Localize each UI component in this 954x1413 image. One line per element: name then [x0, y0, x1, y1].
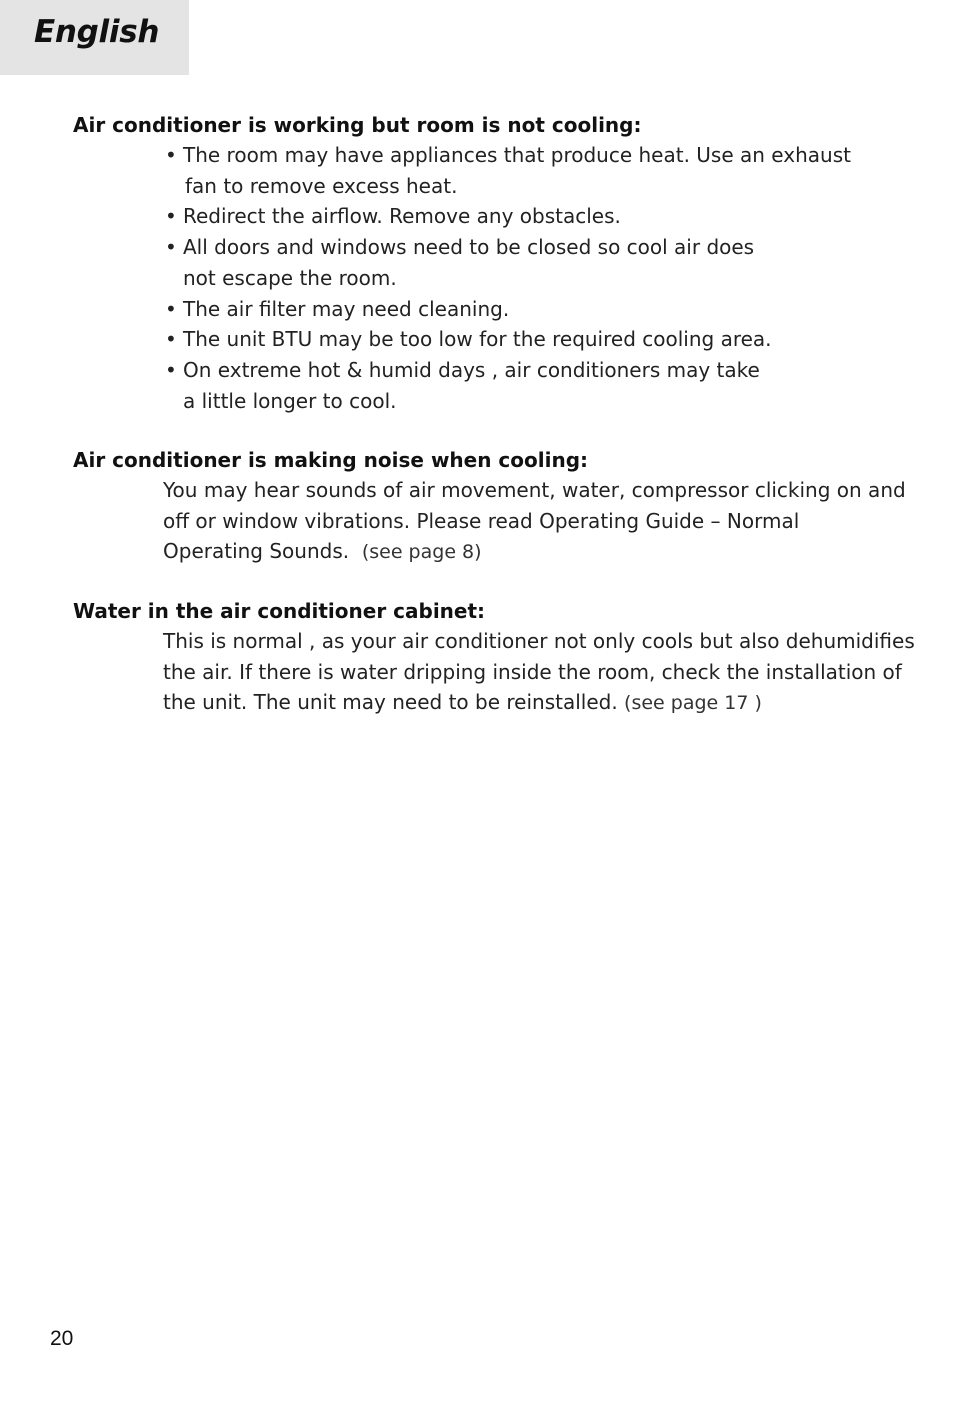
bullet-line: Redirect the airflow. Remove any obstacles.	[183, 204, 621, 229]
body-line: You may hear sounds of air movement, water, compressor clicking on and	[163, 478, 906, 502]
bullet-item	[165, 232, 893, 293]
bullet-icon: •	[165, 235, 177, 260]
body-line: This is normal , as your air conditioner not only cools but also dehumidifies	[163, 629, 915, 653]
page-reference: (see page 17 )	[624, 692, 762, 714]
body-line	[163, 536, 893, 568]
bullet-line: a little longer to cool.	[183, 388, 397, 413]
bullet-item	[165, 140, 893, 201]
bullet-item	[165, 294, 893, 325]
body-line: off or window vibrations. Please read Operating Guide – Normal	[163, 508, 800, 533]
section-body	[73, 475, 906, 568]
section-not-cooling	[73, 110, 893, 416]
bullet-icon: •	[165, 357, 177, 382]
language-label: English	[34, 14, 160, 50]
section-heading: Air conditioner is making noise when cooling:	[73, 448, 589, 472]
bullet-line: On extreme hot & humid days , air conditioners may take	[183, 357, 760, 382]
body-line-text: the unit. The unit may need to be reinstalled.	[163, 690, 618, 714]
bullet-line: The room may have appliances that produce heat. Use an exhaust	[183, 143, 851, 167]
bullet-item	[165, 355, 893, 416]
bullet-icon: •	[165, 296, 177, 321]
bullet-line: All doors and windows need to be closed so cool air does	[183, 235, 755, 260]
page-reference: (see page 8)	[361, 541, 482, 563]
language-tab	[0, 0, 189, 75]
body-line: the air. If there is water dripping inside the room, check the installation of	[163, 659, 902, 684]
bullet-list	[73, 140, 893, 416]
bullet-item	[165, 324, 893, 355]
section-body	[73, 626, 915, 719]
section-making-noise	[73, 445, 906, 568]
section-heading: Water in the air conditioner cabinet:	[73, 599, 486, 623]
bullet-item	[165, 201, 893, 232]
section-heading: Air conditioner is working but room is not cooling:	[73, 113, 642, 137]
bullet-icon: •	[165, 143, 177, 167]
bullet-icon: •	[165, 327, 177, 352]
body-line	[163, 687, 893, 719]
bullet-icon: •	[165, 204, 177, 229]
bullet-line: fan to remove excess heat.	[185, 173, 458, 198]
bullet-line: The air filter may need cleaning.	[183, 296, 510, 321]
bullet-line: not escape the room.	[183, 265, 397, 290]
body-line-text: Operating Sounds.	[163, 539, 350, 563]
page-number: 20	[50, 1327, 74, 1350]
section-water-in-cabinet	[73, 596, 915, 719]
bullet-line: The unit BTU may be too low for the required cooling area.	[183, 327, 772, 352]
